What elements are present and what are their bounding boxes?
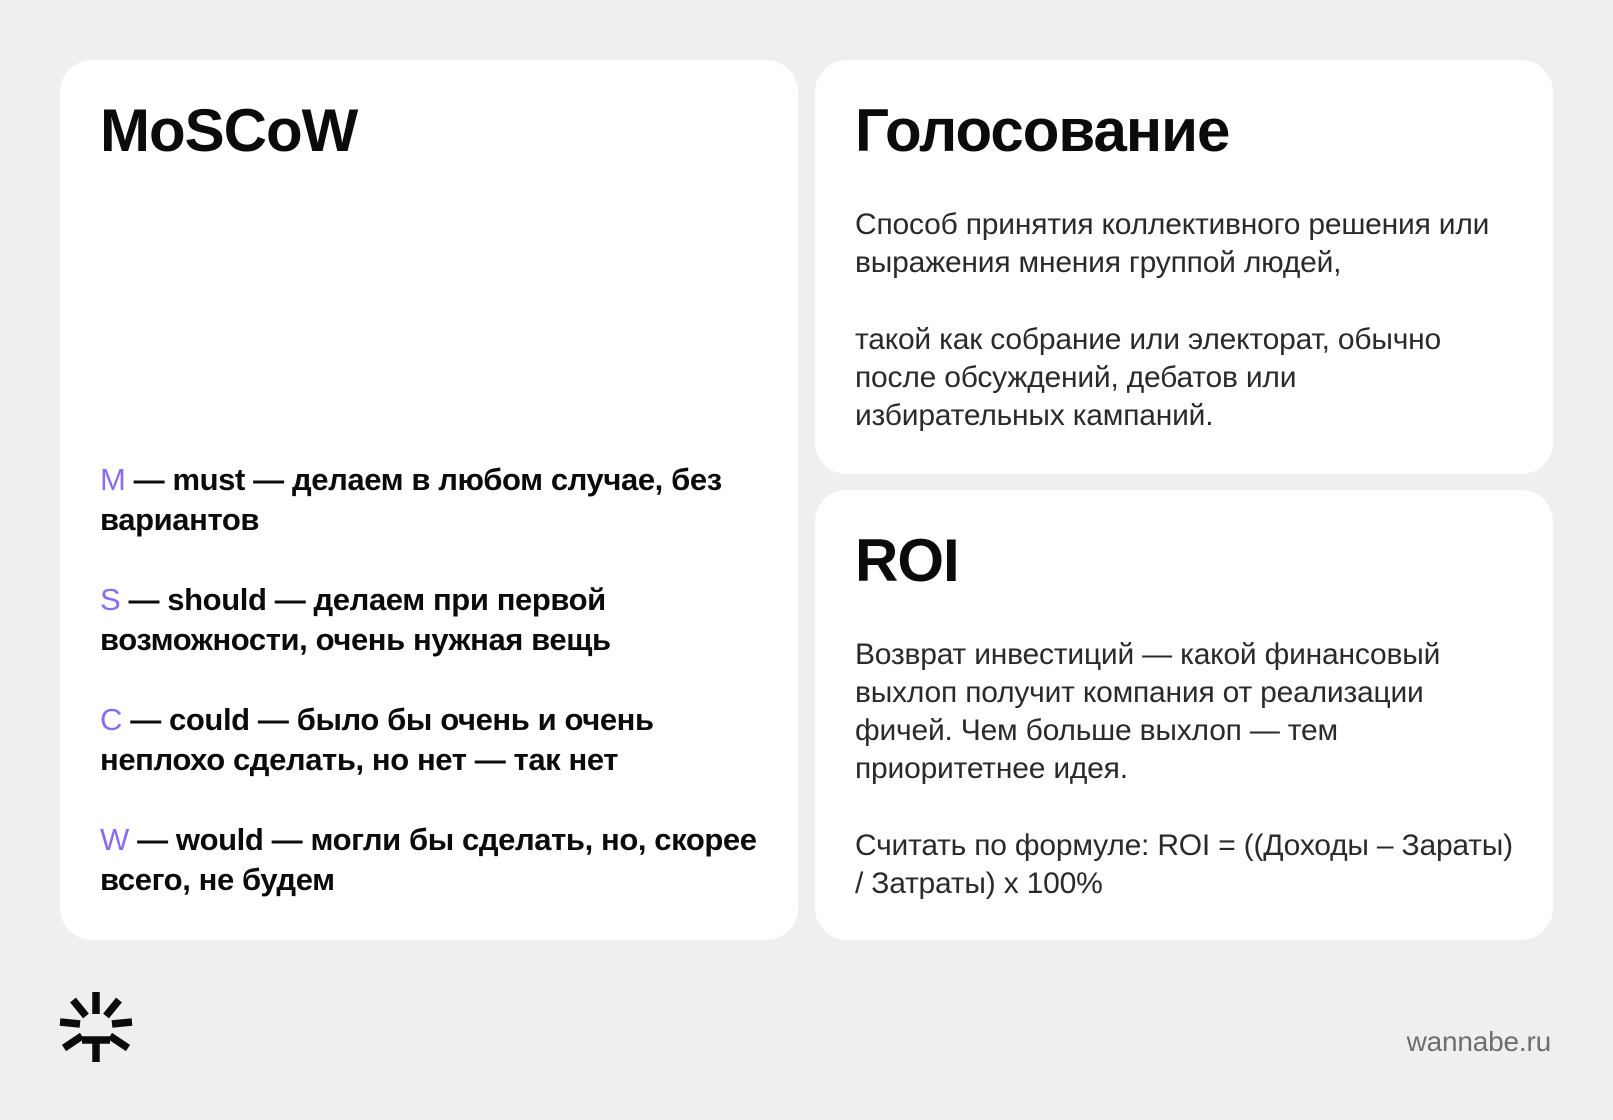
moscow-item-text: — should — делаем при первой возможности, очень нужная вещь <box>100 582 611 657</box>
website-link[interactable]: wannabe.ru <box>1406 1026 1551 1057</box>
voting-card <box>815 60 1553 474</box>
moscow-list <box>100 460 762 900</box>
moscow-letter-m: M <box>100 462 126 497</box>
voting-paragraph-1: Способ принятия коллективного решения или выражения мнения группой людей, <box>855 208 1490 279</box>
roi-paragraph-1: Возврат инвестиций — какой финансовый выхлоп получит компания от реализации фичей. Чем больше выхлоп — тем приоритетнее идея. <box>855 638 1441 785</box>
asterisk-logo-icon <box>58 988 134 1064</box>
roi-title: ROI <box>855 527 959 594</box>
moscow-item-must <box>100 460 762 540</box>
moscow-item-could <box>100 700 762 780</box>
moscow-item-text: — would — могли бы сделать, но, скорее всего, не будем <box>100 822 757 897</box>
moscow-letter-s: S <box>100 582 121 617</box>
voting-paragraph-2: такой как собрание или электорат, обычно после обсуждений, дебатов или избирательных кампаний. <box>855 323 1442 432</box>
moscow-title: MoSCoW <box>100 97 358 164</box>
asterisk-logo-svg <box>58 988 134 1064</box>
moscow-item-text: — could — было бы очень и очень неплохо сделать, но нет — так нет <box>100 702 654 777</box>
roi-card <box>815 490 1553 940</box>
moscow-card <box>60 60 798 940</box>
voting-title: Голосование <box>855 97 1230 164</box>
moscow-item-text: — must — делаем в любом случае, без вариантов <box>100 462 722 537</box>
moscow-item-should <box>100 580 762 660</box>
roi-formula: Считать по формуле: ROI = ((Доходы – Зараты) / Затраты) х 100% <box>855 829 1513 900</box>
moscow-letter-c: C <box>100 702 122 737</box>
moscow-letter-w: W <box>100 822 129 857</box>
moscow-item-would <box>100 820 762 900</box>
